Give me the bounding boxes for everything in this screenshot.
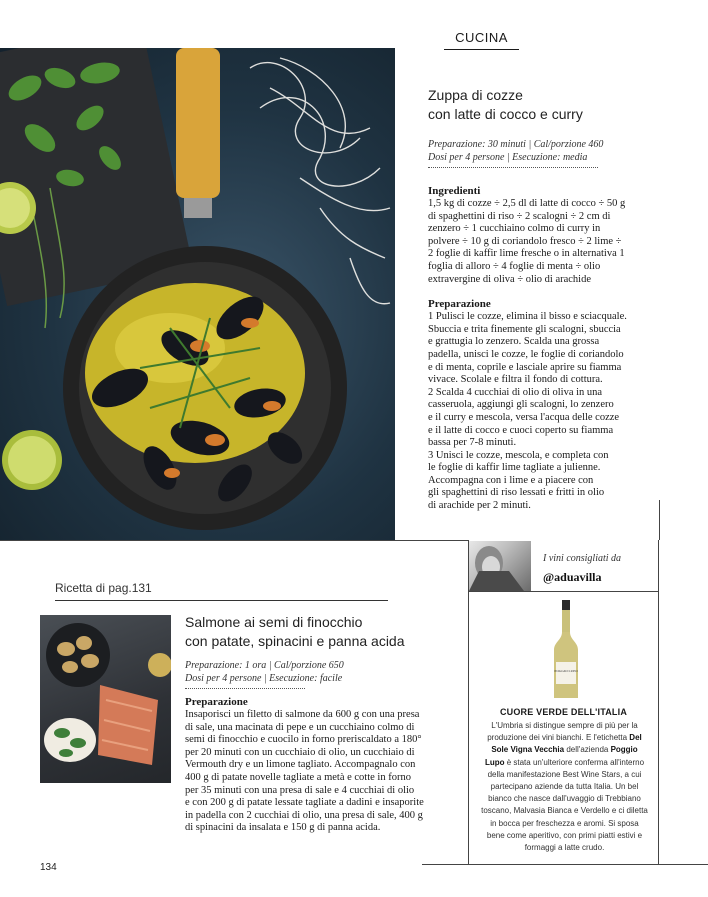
preparation-line: le foglie di kaffir lime tagliate a julienne. — [428, 462, 601, 474]
wine-name: Del Sole Vigna Vecchia — [491, 733, 642, 755]
mussel-soup-photo — [0, 48, 395, 540]
salmon-preparation-line: per 35 minuti con una presa di sale e 4 cucchiai di olio — [185, 784, 415, 796]
salmon-preparation-line: Vermouth dry e un limone tagliato. Accompagnalo con — [185, 759, 416, 771]
salmon-preparation-line: Insaporisci un filetto di salmone da 600 g con una presa — [185, 709, 420, 720]
salmon-preparation-line: in padella con 2 cucchiai di olio, una presa di sale, 400 g — [185, 809, 423, 821]
preparation-line: Sbuccia e trita finemente gli scalogni, sbuccia — [428, 323, 621, 335]
ingredients-line: zenzero ÷ 1 cucchiaino colmo di curry in — [428, 223, 601, 235]
wine-title: CUORE VERDE DELL'ITALIA — [499, 707, 628, 717]
divider-vertical-right — [659, 500, 660, 540]
preparation-line: padella, unisci le cozze, le foglie di coriandolo — [428, 348, 624, 360]
wine-header — [469, 540, 658, 592]
preparation-line: e di menta, coprile e lasciale aprire su fiamma — [428, 361, 622, 373]
ingredients-line: 1,5 kg di cozze ÷ 2,5 dl di latte di cocco ÷ 50 g — [428, 198, 626, 209]
salmon-recipe — [185, 613, 427, 835]
preparation-heading: Preparazione — [428, 298, 491, 311]
preparation-line: bassa per 7-8 minuti. — [428, 437, 517, 449]
preparation-line: 2 Scalda 4 cucchiai di olio di oliva in una — [428, 386, 603, 398]
salmon-subtitle: con patate, spinacini e panna acida — [185, 633, 405, 649]
wine-recommendation-box — [468, 540, 659, 865]
recipe-meta-time: Preparazione: 30 minuti | Cal/porzione 460 — [428, 139, 604, 150]
wine-author-handle[interactable]: @aduavilla — [543, 570, 602, 584]
bottle-label-text: POGGIO LUPO — [554, 669, 578, 673]
wine-description — [481, 720, 648, 854]
salmon-preparation-text — [185, 709, 427, 835]
winery-name: Poggio Lupo — [484, 745, 638, 767]
wine-desc-text: L'Umbria si distingue sempre di più per la produzione dei vini bianchi. E l'etichetta — [487, 721, 638, 743]
mussel-soup-illustration — [0, 48, 395, 540]
salmon-preparation-line: per 20 minuti con un cucchiaio di olio, un cucchiaio di — [185, 746, 415, 758]
recipe-subtitle: con latte di cocco e curry — [428, 106, 583, 122]
wine-recommended-by: I vini consigliati da — [543, 553, 622, 564]
preparation-line: gli spaghettini di riso lessati e fritti in olio — [428, 487, 605, 499]
preparation-line: 3 Unisci le cozze, mescola, e completa con — [428, 449, 609, 461]
preparation-line: 1 Pulisci le cozze, elimina il bisso e sciacquale. — [428, 311, 627, 323]
salmon-illustration — [40, 615, 171, 783]
wine-bottle-image — [551, 600, 581, 700]
salmon-preparation-line: di sale, una macinata di pepe e un cucchiaino colmo di — [185, 721, 415, 733]
salmon-preparation-line: semi di finocchio e cuocilo in forno preriscaldato a 180° — [185, 734, 422, 746]
ingredients-heading: Ingredienti — [428, 185, 481, 197]
wine-desc-text: dell'azienda — [564, 745, 611, 755]
salmon-preparation-heading: Preparazione — [185, 696, 248, 708]
preparation-line: Accompagna con i lime e a piacere con — [428, 474, 594, 486]
preparation-line: di arachide per 2 minuti. — [428, 500, 531, 512]
preparation-steps — [428, 311, 628, 513]
salmon-meta-time: Preparazione: 1 ora | Cal/porzione 650 — [185, 660, 344, 671]
page-number: 134 — [40, 862, 57, 873]
salmon-preparation-line: 400 g di patate novelle tagliate a metà e cotte in forno — [185, 771, 411, 783]
wine-desc-text: è stata un'ulteriore conferma all'interno della manifestazione Best Wine Stars, a cui partecipano aziende da tutta Italia. Un bel bianco che nasce dall'uvaggio di Trebbiano toscano, Malvasia Bianca e Verdello e ci diletta in bocca per freschezza e aromi. Si sposa bene come aperitivo, con primi piatti estivi e formaggi a latte crudo. — [481, 757, 648, 853]
ingredients-line: extravergine di oliva ÷ olio di arachide — [428, 273, 592, 285]
ingredients-list — [428, 198, 628, 286]
ingredients-line: foglia di alloro ÷ 4 foglie di menta ÷ olio — [428, 260, 601, 272]
salmon-preparation-line: di spinacini da insalata e 150 g di panna acida. — [185, 822, 381, 834]
preparation-line: e il curry e mescola, versa l'acqua delle cozze — [428, 411, 620, 423]
salmon-photo — [40, 615, 171, 783]
preparation-line: e il latte di cocco e cuoci coperto su fiamma — [428, 424, 614, 436]
sommelier-portrait — [469, 541, 531, 591]
section-label: CUCINA — [444, 30, 519, 50]
preparation-line: casseruola, aggiungi gli scalogni, lo zenzero — [428, 399, 614, 411]
divider-top-left — [0, 540, 468, 541]
salmon-preparation-line: e con 200 g di patate lessate tagliate a dadini e insaporite — [185, 797, 424, 809]
recipe-meta-servings: Dosi per 4 persone | Esecuzione: media — [428, 152, 588, 163]
ingredients-line: di spaghettini di riso ÷ 2 scalogni ÷ 2 cm di — [428, 210, 611, 222]
ingredients-line: polvere ÷ 10 g di coriandolo fresco ÷ 2 lime ÷ — [428, 235, 622, 247]
preparation-line: vivace. Scolale e filtra il fondo di cottura. — [428, 374, 603, 386]
ingredients-line: 2 foglie di kaffir lime fresche o in alternativa 1 — [428, 248, 625, 260]
salmon-meta-servings: Dosi per 4 persone | Esecuzione: facile — [185, 673, 343, 684]
recipe-title: Zuppa di cozze — [428, 87, 523, 103]
main-recipe — [428, 86, 628, 513]
preparation-line: e grattugia lo zenzero. Scalda una grossa — [428, 336, 600, 348]
portrait-illustration — [469, 541, 531, 591]
salmon-title: Salmone ai semi di finocchio — [185, 614, 363, 630]
recipe-page-reference: Ricetta di pag.131 — [55, 581, 388, 601]
